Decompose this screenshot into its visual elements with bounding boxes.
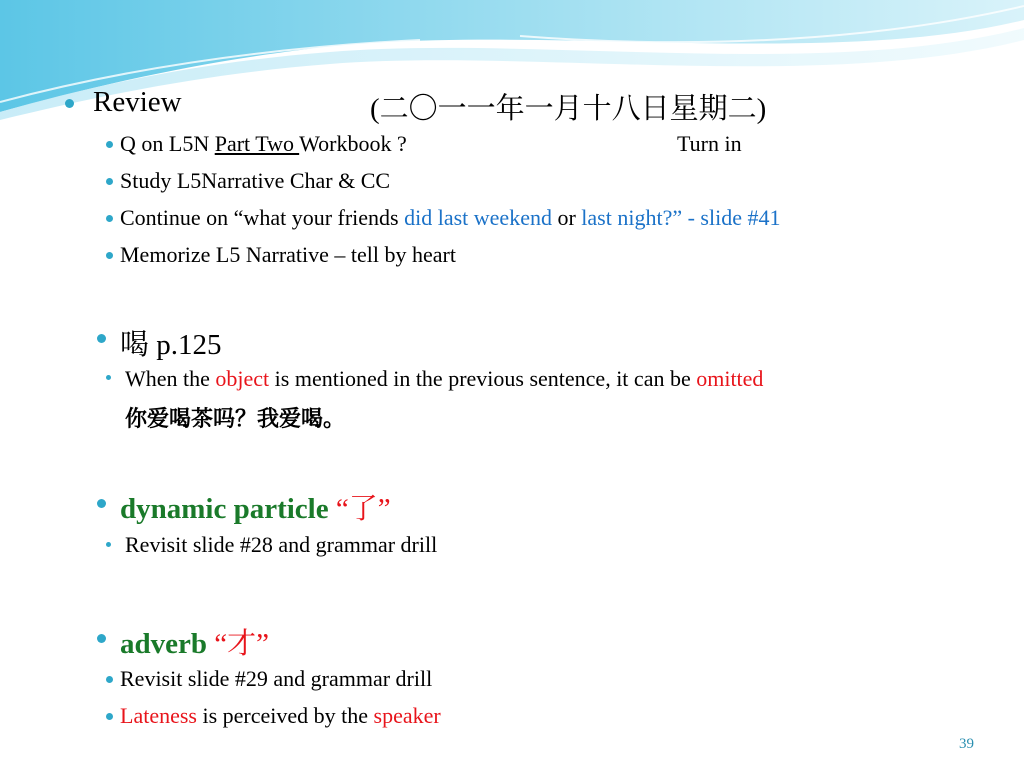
review-item-turn-in: Turn in [677, 131, 742, 156]
review-item-memorize: Memorize L5 Narrative – tell by heart [120, 242, 456, 267]
le-item-revisit: Revisit slide #28 and grammar drill [125, 532, 438, 557]
cai-item-revisit: Revisit slide #29 and grammar drill [120, 666, 433, 691]
he-heading: 喝 p.125 [120, 329, 222, 361]
bullet-icon [106, 542, 111, 547]
review-heading: Review [93, 86, 182, 118]
page-number: 39 [959, 736, 974, 752]
he-item-object: When the object is mentioned in the previous sentence, it can be omitted [125, 366, 764, 391]
review-item-study: Study L5Narrative Char & CC [120, 168, 391, 193]
bullet-icon [97, 334, 106, 343]
bullet-icon [97, 634, 106, 643]
review-date: (二〇一一年一月十八日星期二) [370, 93, 767, 125]
bullet-icon [106, 252, 113, 259]
le-heading: dynamic particle “了” [120, 493, 391, 525]
bullet-icon [65, 99, 74, 108]
bullet-icon [106, 713, 113, 720]
he-item-example: 你爱喝茶吗？我爱喝。 [125, 406, 346, 431]
bullet-icon [106, 141, 113, 148]
review-item-continue: Continue on “what your friends did last weekend or last night?” - slide #41 [120, 205, 781, 230]
cai-heading: adverb “才” [120, 628, 269, 660]
bullet-icon [106, 215, 113, 222]
bullet-icon [106, 375, 111, 380]
cai-item-lateness: Lateness is perceived by the speaker [120, 703, 441, 728]
bullet-icon [106, 676, 113, 683]
bullet-icon [106, 178, 113, 185]
review-item-workbook: Q on L5N Part Two Workbook ? [120, 131, 407, 156]
bullet-icon [97, 499, 106, 508]
